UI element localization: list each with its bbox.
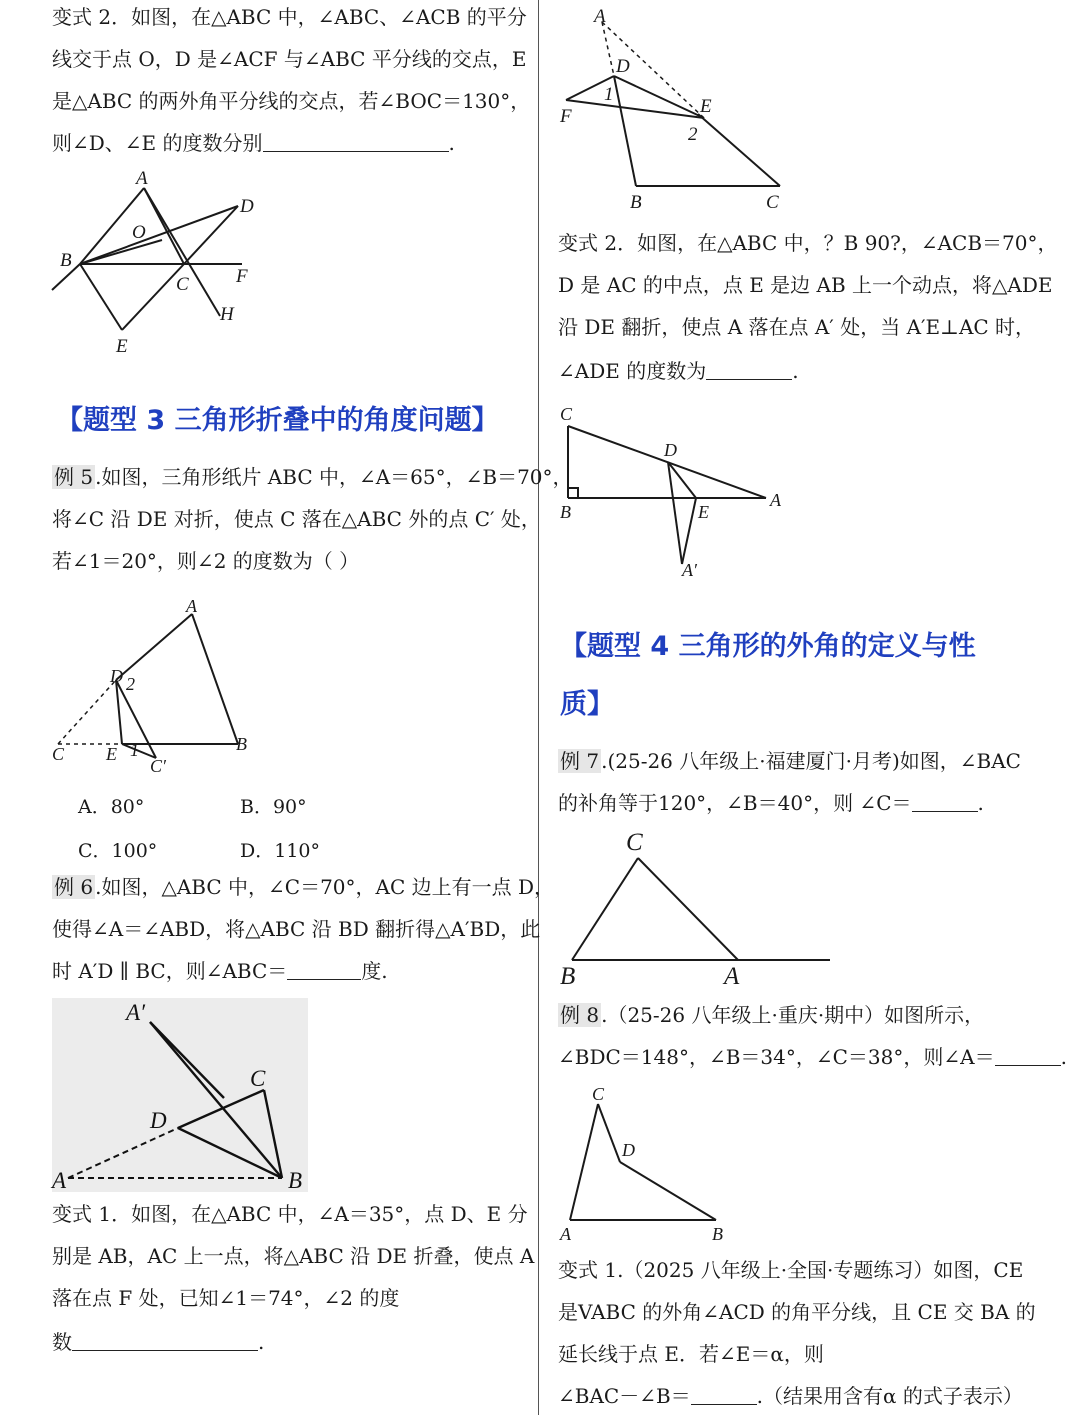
- label-H: H: [220, 304, 234, 325]
- label-C: C: [52, 744, 65, 764]
- label-E: E: [106, 744, 117, 764]
- edge-DB: [614, 76, 636, 186]
- label-1: 1: [604, 84, 614, 105]
- figure-concave-quad: [558, 1082, 748, 1244]
- label-A: A: [186, 596, 197, 616]
- label-A: A: [560, 1224, 571, 1244]
- r-variant2-line3: 沿 DE 翻折，使点 A 落在点 A′ 处，当 A′E⊥AC 时，: [558, 315, 1036, 339]
- r-variant2-line2: D 是 AC 的中点，点 E 是边 AB 上一个动点，将△ADE: [558, 273, 1053, 297]
- variant2-line1: 变式 2．如图，在△ABC 中，∠ABC、∠ACB 的平分: [52, 5, 527, 29]
- edge-CD: [598, 1104, 620, 1162]
- r-variant1-line4: [558, 1375, 1023, 1417]
- heading-type4-line1: 【题型 4 三角形的外角的定义与性: [560, 631, 976, 662]
- edge-AC: [570, 1104, 598, 1220]
- example5-line2: 将∠C 沿 DE 对折，使点 C 落在△ABC 外的点 C′ 处，: [52, 507, 541, 531]
- r-variant1-line1: 变式 1.（2025 八年级上·全国·专题练习）如图，CE: [558, 1258, 1024, 1282]
- dashed-CD: [58, 680, 116, 744]
- edge-BC: [572, 858, 638, 960]
- line-EC: [122, 264, 184, 330]
- edge-CA: [638, 858, 738, 960]
- answer-blank: [263, 127, 449, 152]
- r-variant2-line4: ∠ADE 的度数为 .: [558, 350, 799, 392]
- example7-line2-text: 的补角等于120°，∠B＝40°，则 ∠C＝: [558, 791, 912, 815]
- right-angle-mark: [568, 488, 578, 498]
- label-D: D: [622, 1140, 635, 1160]
- variant1-line3: 落在点 F 处，已知∠1＝74°，∠2 的度: [52, 1286, 400, 1310]
- answer-blank: [691, 1380, 757, 1405]
- label-D: D: [110, 666, 123, 686]
- example7-tag: 例 7: [560, 749, 600, 773]
- line-AH: [144, 188, 220, 316]
- example5-line1: [52, 456, 573, 498]
- label-Ap: A′: [126, 1000, 146, 1025]
- label-Cp: C′: [150, 756, 166, 776]
- answer-blank: [287, 955, 361, 980]
- label-D: D: [150, 1108, 167, 1133]
- edge-AB: [192, 614, 238, 744]
- example6-line3-text: 时 A′D ∥ BC，则∠ABC＝: [52, 959, 288, 983]
- variant2-line4-text: 则∠D、∠E 的度数分别: [52, 131, 263, 155]
- label-2: 2: [688, 124, 698, 145]
- heading-type4-line2: 质】: [560, 689, 614, 720]
- variant1-line2: 别是 AB，AC 上一点，将△ABC 沿 DE 折叠，使点 A: [52, 1244, 535, 1268]
- label-B: B: [560, 502, 571, 522]
- example6-line2: 使得∠A＝∠ABD，将△ABC 沿 BD 翻折得△A′BD，此: [52, 917, 541, 941]
- variant2-line2: 线交于点 O，D 是∠ACF 与∠ABC 平分线的交点，E: [52, 47, 527, 71]
- line-DC: [184, 206, 238, 264]
- r-variant1-line4-text: ∠BAC－∠B＝: [558, 1384, 691, 1408]
- label-C: C: [250, 1066, 266, 1091]
- example8-line2-text: ∠BDC＝148°，∠B＝34°，∠C＝38°，则∠A＝: [558, 1045, 995, 1069]
- label-2: 2: [126, 674, 135, 694]
- label-B: B: [60, 250, 72, 271]
- label-E: E: [116, 336, 128, 357]
- label-B: B: [630, 192, 642, 213]
- example8-line1-text: .（25-26 八年级上·重庆·期中）如图所示，: [601, 1003, 985, 1027]
- example7-line2: 的补角等于120°，∠B＝40°，则 ∠C＝ .: [558, 782, 984, 824]
- label-Ap: A′: [682, 560, 697, 580]
- figure-fold-example5: [52, 596, 272, 776]
- label-D: D: [240, 196, 254, 217]
- option-b[interactable]: B．90°: [240, 796, 307, 818]
- label-C: C: [592, 1084, 605, 1104]
- edge-DB: [620, 1162, 716, 1220]
- option-a[interactable]: A．80°: [78, 796, 145, 818]
- label-E: E: [698, 502, 709, 522]
- example6-line1: [52, 866, 554, 908]
- edge-CA: [568, 426, 766, 498]
- example8-line2: ∠BDC＝148°，∠B＝34°，∠C＝38°，则∠A＝ .: [558, 1036, 1067, 1078]
- variant2-line4: 则∠D、∠E 的度数分别 .: [52, 122, 455, 164]
- label-F: F: [236, 266, 248, 287]
- label-C: C: [176, 274, 189, 295]
- example5-tag: 例 5: [54, 465, 94, 489]
- figure-angle-bisectors: [52, 168, 292, 358]
- edge-EAp: [682, 498, 696, 564]
- variant1-line4: 数 .: [52, 1321, 264, 1363]
- label-B: B: [560, 963, 576, 990]
- r-variant2-line1: 变式 2．如图，在△ABC 中，？B 90?，∠ACB＝70°，: [558, 231, 1058, 255]
- answer-blank: [706, 355, 792, 380]
- dashed-AD: [602, 22, 614, 76]
- example5-line1-text: .如图，三角形纸片 ABC 中，∠A＝65°，∠B＝70°，: [95, 465, 573, 489]
- option-d[interactable]: D．110°: [240, 840, 320, 862]
- example7-line1: [558, 740, 1021, 782]
- edge-AD: [116, 614, 192, 680]
- answer-blank: [72, 1326, 258, 1351]
- r-variant1-line3: 延长线于点 E．若∠E＝α，则: [558, 1342, 824, 1366]
- label-B: B: [236, 734, 247, 754]
- line-BO: [80, 240, 162, 264]
- r-variant1-line2: 是VABC 的外角∠ACD 的角平分线，且 CE 交 BA 的: [558, 1300, 1036, 1324]
- option-c[interactable]: C．100°: [78, 840, 158, 862]
- label-1: 1: [130, 740, 139, 760]
- example7-line1-text: .(25-26 八年级上·福建厦门·月考)如图，∠BAC: [601, 749, 1021, 773]
- label-A: A: [136, 168, 148, 189]
- label-F: F: [560, 106, 572, 127]
- example8-line1: [558, 994, 984, 1036]
- label-A: A: [52, 1168, 67, 1193]
- column-divider: [538, 0, 539, 1415]
- figure-exterior-angle: [558, 828, 838, 990]
- label-E: E: [700, 96, 712, 117]
- example6-line3-end: 度.: [361, 959, 388, 983]
- example6-line1-text: .如图，△ABC 中，∠C＝70°，AC 边上有一点 D，: [95, 875, 555, 899]
- label-D: D: [664, 440, 677, 460]
- label-A: A: [724, 963, 740, 990]
- example8-tag: 例 8: [560, 1003, 600, 1027]
- label-C: C: [766, 192, 779, 213]
- label-A: A: [594, 6, 606, 27]
- figure-fold-variant1: [558, 0, 798, 214]
- answer-blank: [995, 1041, 1061, 1066]
- label-D: D: [616, 56, 630, 77]
- figure-fold-right-triangle: [558, 402, 798, 580]
- r-variant1-line4-end: .（结果用含有α 的式子表示）: [756, 1384, 1023, 1408]
- variant1-line4-text: 数: [52, 1330, 72, 1354]
- label-C: C: [560, 404, 573, 424]
- variant2-line3: 是△ABC 的两外角平分线的交点，若∠BOC＝130°，: [52, 89, 531, 113]
- label-B: B: [288, 1168, 303, 1193]
- example6-line3: [52, 950, 388, 992]
- label-B: B: [712, 1224, 723, 1244]
- edge-CE: [698, 114, 780, 186]
- figure-fold-example6: [52, 998, 308, 1192]
- variant1-line1: 变式 1．如图，在△ABC 中，∠A＝35°，点 D、E 分: [52, 1202, 528, 1226]
- line-BE: [80, 264, 122, 330]
- example6-tag: 例 6: [54, 875, 94, 899]
- label-C: C: [626, 829, 643, 856]
- heading-type3: 【题型 3 三角形折叠中的角度问题】: [56, 405, 499, 436]
- label-A: A: [770, 490, 781, 510]
- answer-blank: [912, 787, 978, 812]
- label-O: O: [132, 222, 146, 243]
- r-variant2-line4-text: ∠ADE 的度数为: [558, 359, 707, 383]
- example5-line3: 若∠1＝20°，则∠2 的度数为（ ）: [52, 549, 360, 573]
